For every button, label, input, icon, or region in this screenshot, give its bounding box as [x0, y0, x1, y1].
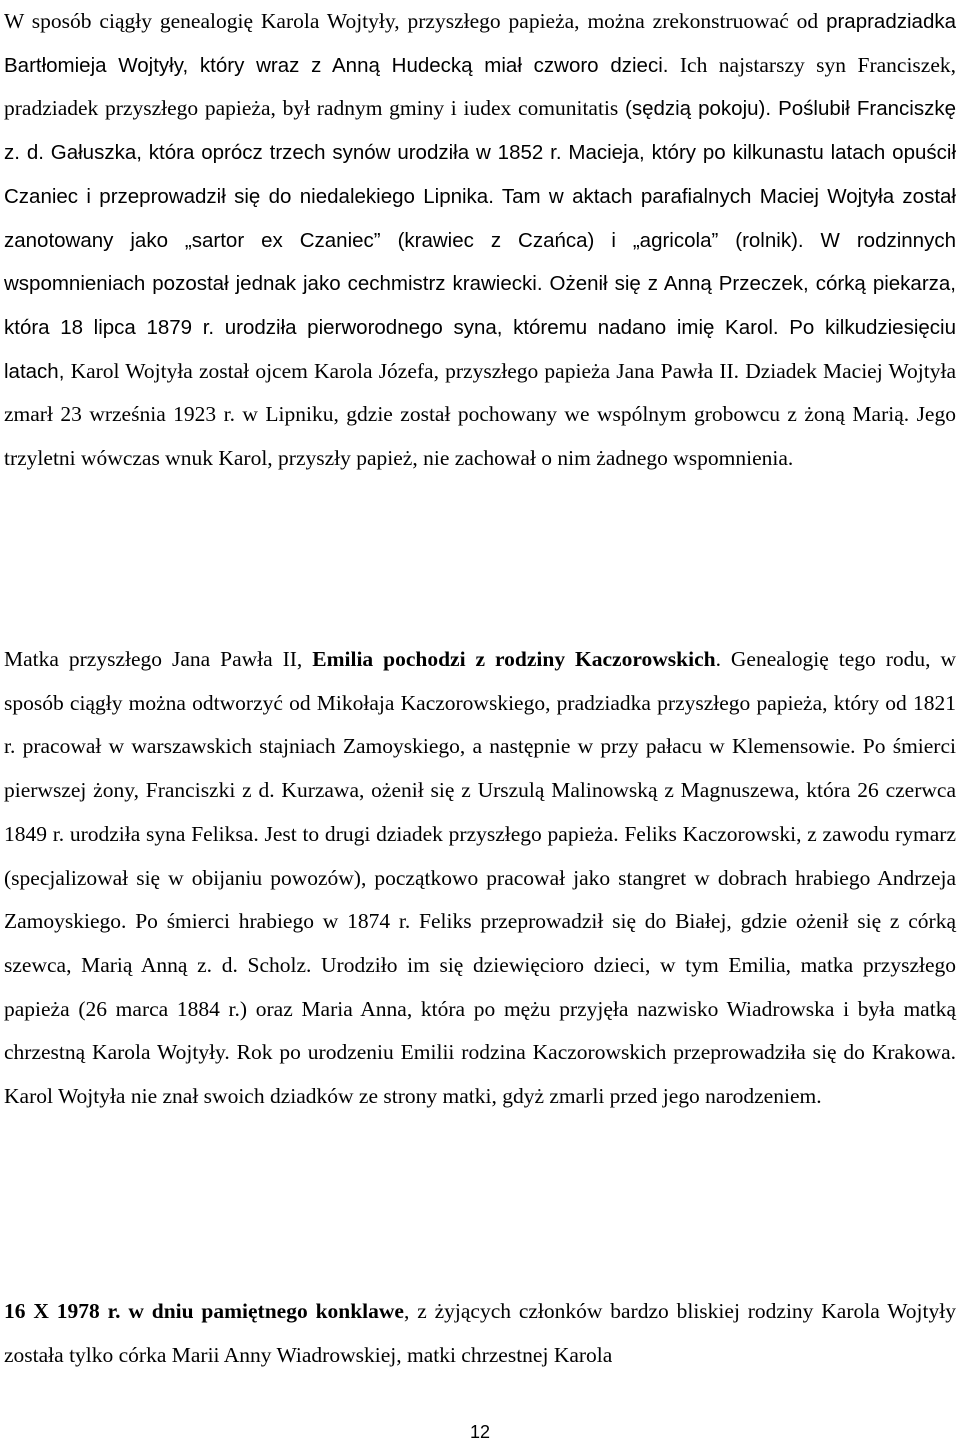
text-segment: W sposób ciągły genealogię Karola Wojtyły, przyszłego papieża, można zrekonstruować od: [4, 9, 827, 33]
text-segment: Karol Wojtyła został ojcem Karola Józefa, przyszłego papieża Jana Pawła II. Dziadek Maciej Wojtyła zmarł 23 września 1923 r.: [4, 358, 956, 427]
text-segment: Ich najstarszy syn Franciszek, pradziadek przyszłego papieża, był radnym gminy i iudex comunitatis: [4, 52, 956, 121]
paragraph-wojtyla-genealogy: [4, 0, 956, 481]
bold-text-segment: Emilia pochodzi z rodziny Kaczorowskich: [312, 647, 716, 671]
text-segment: Matka przyszłego Jana Pawła II,: [4, 647, 313, 671]
document-page: [4, 0, 956, 1444]
bold-text-segment: 16 X 1978 r. w dniu pamiętnego konklawe: [4, 1299, 404, 1323]
page-number: 12: [469, 1422, 491, 1442]
text-segment: prapradziadka Bartłomieja Wojtyły, który wraz z Anną Hudecką miał czworo dzieci.: [4, 10, 956, 77]
text-segment: w Lipniku, gdzie został pochowany we wspólnym grobowcu z żoną Marią. Jego trzyletni wówczas wnuk Karol, przyszły papież, nie zachował o nim żadnego wspomnienia.: [4, 402, 956, 471]
paragraph-kaczorowski-genealogy: [4, 638, 956, 1119]
text-segment: . Genealogię tego rodu, w sposób ciągły można odtworzyć od Mikołaja Kaczorowskiego, pradziadka przyszłego papieża, który od 1821 r. pracował w warszawskich stajniach Zamoyskiego, a następnie w przy pałacu w Klemensowie. Po śmierci pierwszej żony, Franciszki z d. Kurzawa, ożenił się z Urszulą Malinowską z Magnuszewa, która 26 czerwca 1849 r. urodziła syna Feliksa. Jest to drugi dziadek przyszłego papieża. Feliks Kaczorowski, z zawodu rymarz (specjalizował się w obijaniu powozów), początkowo pracował jako stangret w dobrach hrabiego Andrzeja Zamoyskiego. Po śmierci hrabiego w 1874 r. Feliks przeprowadził się do Białej, gdzie ożenił się z córką szewca, Marią Anną z. d. Scholz. Urodziło im się dziewięcioro dzieci, w tym Emilia, matka przyszłego papieża (26 marca 1884 r.) oraz Maria Anna, która po mężu przyjęła nazwisko Wiadrowska i była matką chrzestną Karola Wojtyły. Rok po urodzeniu Emilii rodzina Kaczorowskich przeprowadziła się do Krakowa. Karol Wojtyła nie znał swoich dziadków ze strony matki, gdyż zmarli przed jego narodzeniem.: [4, 647, 956, 1109]
text-segment: (sędzią pokoju). Poślubił Franciszkę z. d. Gałuszka, która oprócz trzech synów urodziła w 1852 r. Macieja, który po kilkunastu latach opuścił Czaniec i przeprowadził się do niedalekiego Lipnika. Tam w aktach parafialnych Maciej Wojtyła został zanotowany jako „sartor ex Czaniec” (krawiec z Czańca) i „agricola” (rolnik). W rodzinnych wspomnieniach pozostał jednak jako cechmistrz krawiecki. Ożenił się z Anną Przeczek, córką piekarza, która 18 lipca 1879 r. urodziła pierworodnego syna, któremu nadano imię Karol. Po kilkudziesięciu latach,: [4, 97, 957, 383]
text-segment: , z żyjących członków bardzo bliskiej rodziny Karola Wojtyły została tylko córka Marii Anny Wiadrowskiej, matki chrzestnej Karola: [4, 1299, 956, 1367]
paragraph-conclave: [4, 1290, 956, 1377]
